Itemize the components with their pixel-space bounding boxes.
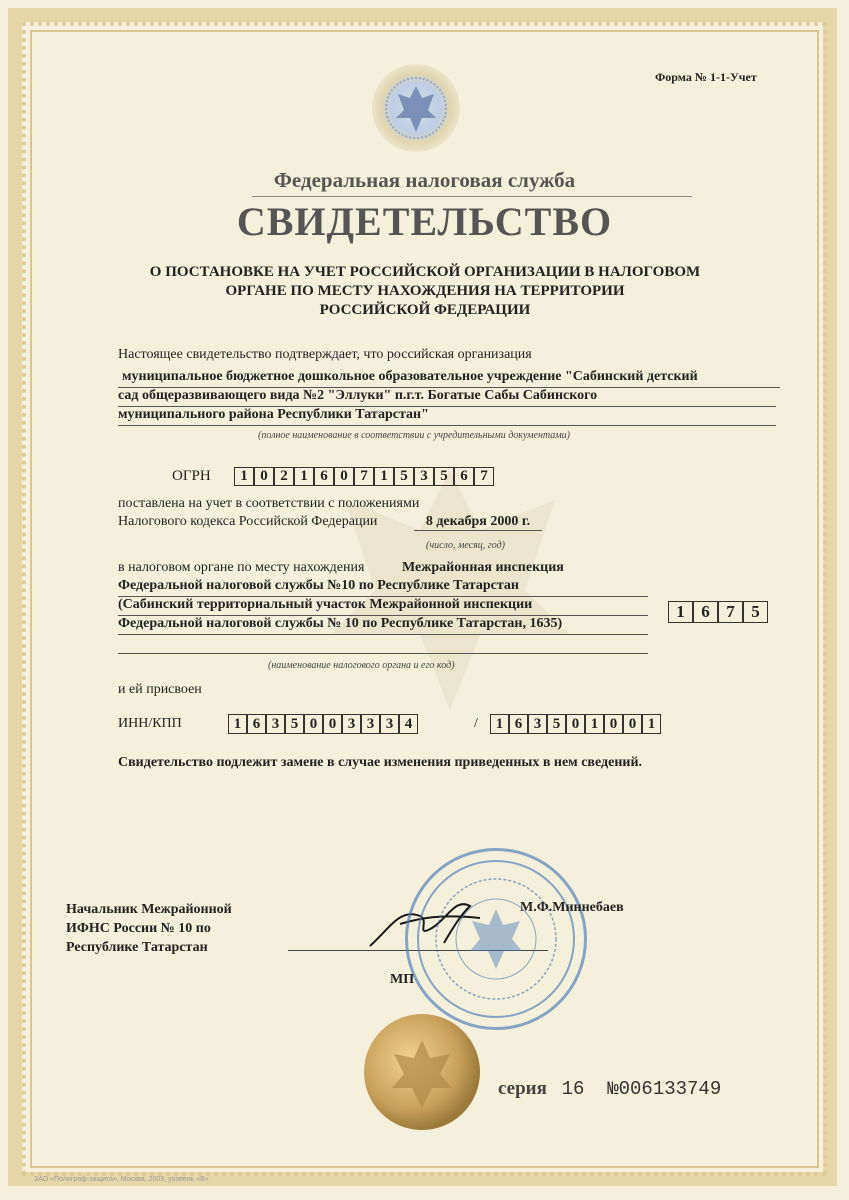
position-line: ИФНС России № 10 по (66, 921, 211, 936)
ogrn-digit: 1 (374, 467, 394, 486)
kpp-digit: 0 (566, 714, 585, 734)
ogrn-digit: 7 (354, 467, 374, 486)
tax-authority-line: Федеральной налоговой службы №10 по Республике Татарстан (118, 578, 648, 597)
inn-digit: 5 (285, 714, 304, 734)
inn-kpp-label: ИНН/КПП (118, 716, 182, 731)
series-value: 16 (561, 1078, 585, 1100)
tax-authority-line-blank (118, 635, 648, 654)
ogrn-digit: 6 (314, 467, 334, 486)
printer-imprint: ЗАО «Полиграф-защита», Москва, 2009, уровень «В» (34, 1176, 209, 1183)
subtitle-line: О ПОСТАНОВКЕ НА УЧЕТ РОССИЙСКОЙ ОРГАНИЗАЦИИ В НАЛОГОВОМ (149, 264, 701, 280)
kpp-digit: 1 (490, 714, 509, 734)
inn-digit: 1 (228, 714, 247, 734)
gold-seal-icon (362, 1012, 482, 1132)
registration-date: 8 декабря 2000 г. (414, 514, 542, 531)
kpp-digit: 3 (528, 714, 547, 734)
ogrn-label: ОГРН (172, 468, 211, 484)
ogrn-digit: 3 (414, 467, 434, 486)
position-line: Начальник Межрайонной (66, 902, 232, 917)
replacement-notice: Свидетельство подлежит замене в случае изменения приведенных в нем сведений. (118, 755, 643, 770)
official-stamp-icon (405, 848, 587, 1030)
organization-name-line: сад общеразвивающего вида №2 "Эллуки" п.г.т. Богатые Сабы Сабинского (118, 388, 776, 407)
agency-name: Федеральная налоговая служба (273, 168, 576, 192)
subtitle-line: ОРГАНЕ ПО МЕСТУ НАХОЖДЕНИЯ НА ТЕРРИТОРИИ (225, 283, 625, 299)
date-note: (число, месяц, год) (426, 540, 505, 551)
subtitle-line: РОССИЙСКОЙ ФЕДЕРАЦИИ (319, 302, 531, 318)
kpp-digit: 6 (509, 714, 528, 734)
signer-name: М.Ф.Миннебаев (520, 900, 624, 915)
code-digit: 6 (693, 601, 718, 623)
tax-authority-name: Межрайонная инспекция (402, 560, 564, 575)
ogrn-digit: 1 (294, 467, 314, 486)
organization-name-line: муниципального района Республики Татарстан" (118, 407, 776, 426)
tax-authority-note: (наименование налогового органа и его код) (268, 660, 455, 671)
serial-number: №006133749 (607, 1078, 722, 1100)
signatory-position (66, 900, 232, 957)
series-label: серия (498, 1078, 547, 1099)
ogrn-digit: 7 (474, 467, 494, 486)
series-number (498, 1078, 721, 1100)
inn-digit: 3 (361, 714, 380, 734)
kpp-digit: 1 (585, 714, 604, 734)
form-number: Форма № 1-1-Учет (655, 70, 757, 84)
kpp-digit: 5 (547, 714, 566, 734)
code-digit: 7 (718, 601, 743, 623)
inn-digit: 0 (304, 714, 323, 734)
kpp-digit: 0 (623, 714, 642, 734)
inn-digit: 3 (342, 714, 361, 734)
certificate-intro: Настоящее свидетельство подтверждает, что российская организация (118, 347, 532, 362)
ogrn-digit: 5 (394, 467, 414, 486)
code-digit: 5 (743, 601, 768, 623)
organization-name-note: (полное наименование в соответствии с учредительными документами) (258, 430, 570, 441)
registration-text: Налогового кодекса Российской Федерации (118, 514, 378, 529)
assignment-text: и ей присвоен (118, 682, 202, 697)
document-title: СВИДЕТЕЛЬСТВО (236, 199, 613, 244)
ogrn-field (234, 467, 494, 486)
inn-digit: 0 (323, 714, 342, 734)
position-line: Республике Татарстан (66, 940, 208, 955)
kpp-digit: 1 (642, 714, 661, 734)
inn-field (228, 714, 418, 734)
tax-authority-line: Федеральной налоговой службы № 10 по Республике Татарстан, 1635) (118, 616, 648, 635)
tax-authority-line: (Сабинский территориальный участок Межрайонной инспекции (118, 597, 648, 616)
registration-text: поставлена на учет в соответствии с положениями (118, 496, 420, 511)
kpp-field (490, 714, 661, 734)
stamp-place-label: МП (390, 972, 415, 987)
ogrn-digit: 0 (254, 467, 274, 486)
ogrn-digit: 5 (434, 467, 454, 486)
inn-digit: 6 (247, 714, 266, 734)
tax-authority-code (668, 601, 768, 623)
organization-name-line: муниципальное бюджетное дошкольное образовательное учреждение "Сабинский детский (118, 369, 780, 388)
inn-digit: 4 (399, 714, 418, 734)
agency-underline (252, 196, 692, 197)
inn-kpp-separator: / (474, 716, 478, 731)
tax-authority-intro: в налоговом органе по месту нахождения (118, 560, 365, 575)
inn-digit: 3 (266, 714, 285, 734)
inn-digit: 3 (380, 714, 399, 734)
kpp-digit: 0 (604, 714, 623, 734)
code-digit: 1 (668, 601, 693, 623)
ogrn-digit: 6 (454, 467, 474, 486)
ogrn-digit: 1 (234, 467, 254, 486)
hologram-emblem-icon (368, 60, 464, 156)
document-subtitle (100, 263, 750, 320)
ogrn-digit: 2 (274, 467, 294, 486)
ogrn-digit: 0 (334, 467, 354, 486)
